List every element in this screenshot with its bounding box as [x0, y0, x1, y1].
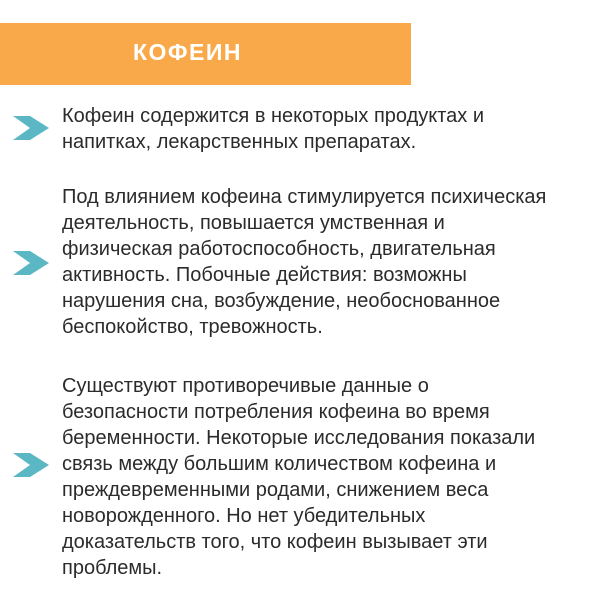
- text-line: физическая работоспособность, двигательная: [62, 238, 496, 260]
- text-line: напитках, лекарственных препаратах.: [62, 131, 417, 153]
- paragraph-caffeine-effects: [62, 184, 582, 340]
- text-line: связь между большим количеством кофеина и: [62, 453, 497, 475]
- text-line: активность. Побочные действия: возможны: [62, 264, 467, 286]
- page-title: КОФЕИН: [133, 39, 243, 65]
- chevron-right-icon: [11, 115, 51, 141]
- text-line: доказательств того, что кофеин вызывает эти: [62, 531, 488, 553]
- text-line: преждевременными родами, снижением веса: [62, 479, 489, 501]
- paragraph-caffeine-sources: [62, 103, 582, 155]
- paragraph-caffeine-pregnancy: [62, 373, 582, 581]
- text-line: безопасности потребления кофеина во время: [62, 401, 490, 423]
- text-line: нарушения сна, возбуждение, необоснованное: [62, 290, 501, 312]
- text-line: беременности. Некоторые исследования показали: [62, 427, 536, 449]
- chevron-right-icon: [11, 250, 51, 276]
- text-line: Кофеин содержится в некоторых продуктах и: [62, 105, 485, 127]
- text-line: новорожденного. Но нет убедительных: [62, 505, 426, 527]
- text-line: Под влиянием кофеина стимулируется психическая: [62, 186, 547, 208]
- text-line: Существуют противоречивые данные о: [62, 375, 429, 397]
- text-line: проблемы.: [62, 557, 163, 579]
- text-line: беспокойство, тревожность.: [62, 316, 323, 338]
- text-line: деятельность, повышается умственная и: [62, 212, 445, 234]
- chevron-right-icon: [11, 452, 51, 478]
